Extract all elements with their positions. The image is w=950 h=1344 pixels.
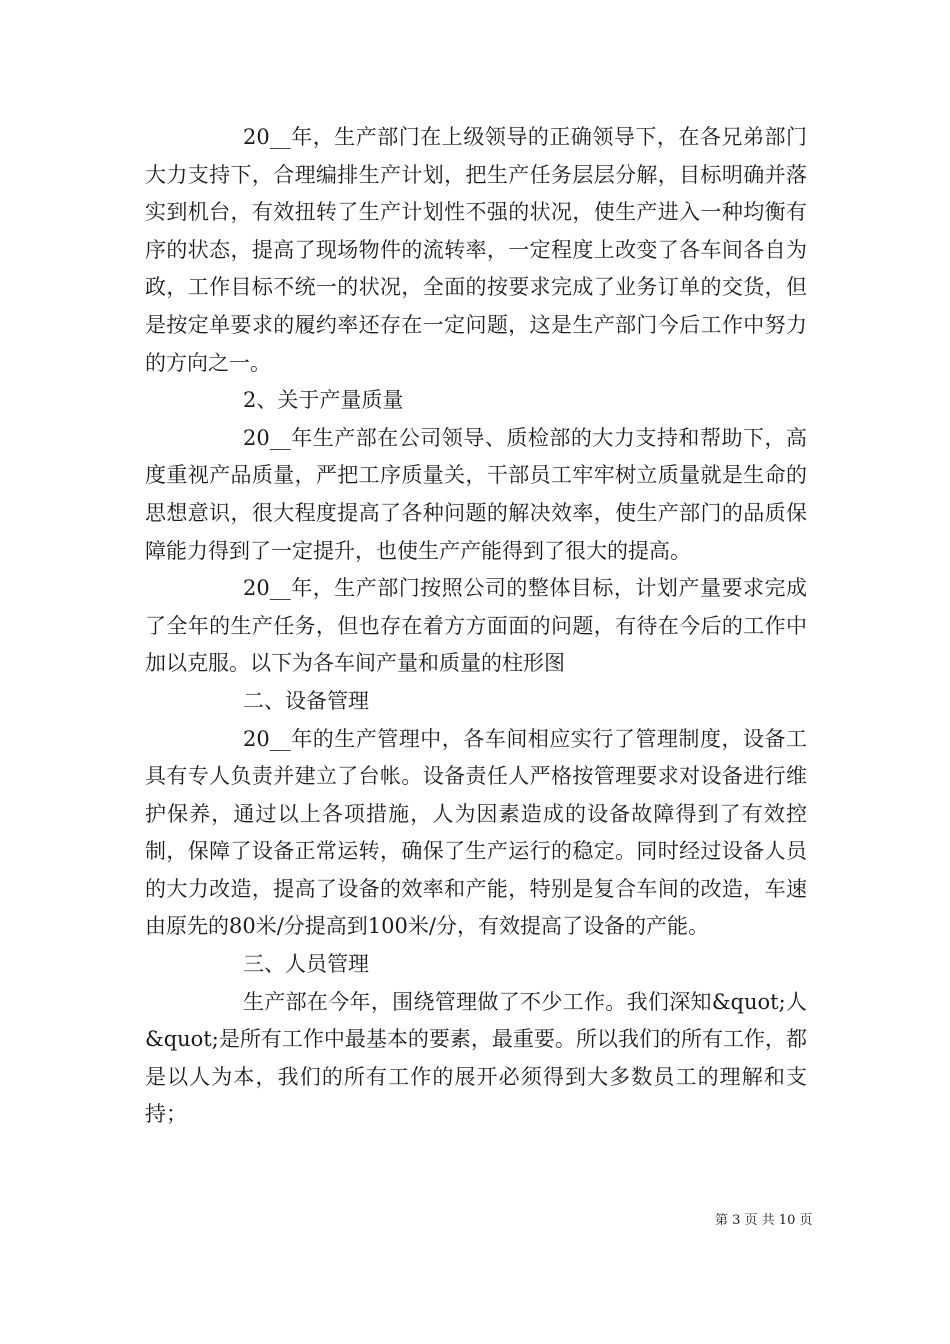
paragraph-equipment: 20__年的生产管理中，各车间相应实行了管理制度，设备工具有专人负责并建立了台帐。设备责任人严格按管理要求对设备进行维护保养，通过以上各项措施，人为因素造成的设备故障得到了有效控制，保障了设备正常运转，确保了生产运行的稳定。同时经过设备人员的大力改造，提高了设备的效率和产能，特别是复合车间的改造，车速由原先的80米/分提高到100米/分，有效提高了设备的产能。 <box>145 726 807 939</box>
paragraph-annual-target: 20__年，生产部门按照公司的整体目标，计划产量要求完成了全年的生产任务，但也存在着方方面面的问题，有待在今后的工作中加以克服。以下为各车间产量和质量的柱形图 <box>145 576 807 676</box>
document-body <box>145 119 807 1134</box>
paragraph-personnel: 生产部在今年，围绕管理做了不少工作。我们深知&quot;人&quot;是所有工作中最基本的要素，最重要。所以我们的所有工作，都是以人为本，我们的所有工作的展开必须得到大多数员工的理解和支持； <box>145 989 807 1127</box>
paragraph-production-plan: 20__年，生产部门在上级领导的正确领导下，在各兄弟部门大力支持下，合理编排生产计划，把生产任务层层分解，目标明确并落实到机台，有效扭转了生产计划性不强的状况，使生产进入一种均衡有序的状态，提高了现场物件的流转率，一定程度上改变了各车间各自为政，工作目标不统一的状况，全面的按要求完成了业务订单的交货，但是按定单要求的履约率还存在一定问题，这是生产部门今后工作中努力的方向之一。 <box>145 125 807 375</box>
heading-output-quality: 2、关于产量质量 <box>243 388 404 413</box>
heading-personnel-management: 三、人员管理 <box>243 952 369 977</box>
heading-equipment-management: 二、设备管理 <box>243 688 369 713</box>
page-number-footer: 第 3 页 共 10 页 <box>715 1213 813 1228</box>
paragraph-quality: 20__年生产部在公司领导、质检部的大力支持和帮助下，高度重视产品质量，严把工序质量关，干部员工牢牢树立质量就是生命的思想意识，很大程度提高了各种问题的解决效率，使生产部门的品质保障能力得到了一定提升，也使生产产能得到了很大的提高。 <box>145 425 807 563</box>
